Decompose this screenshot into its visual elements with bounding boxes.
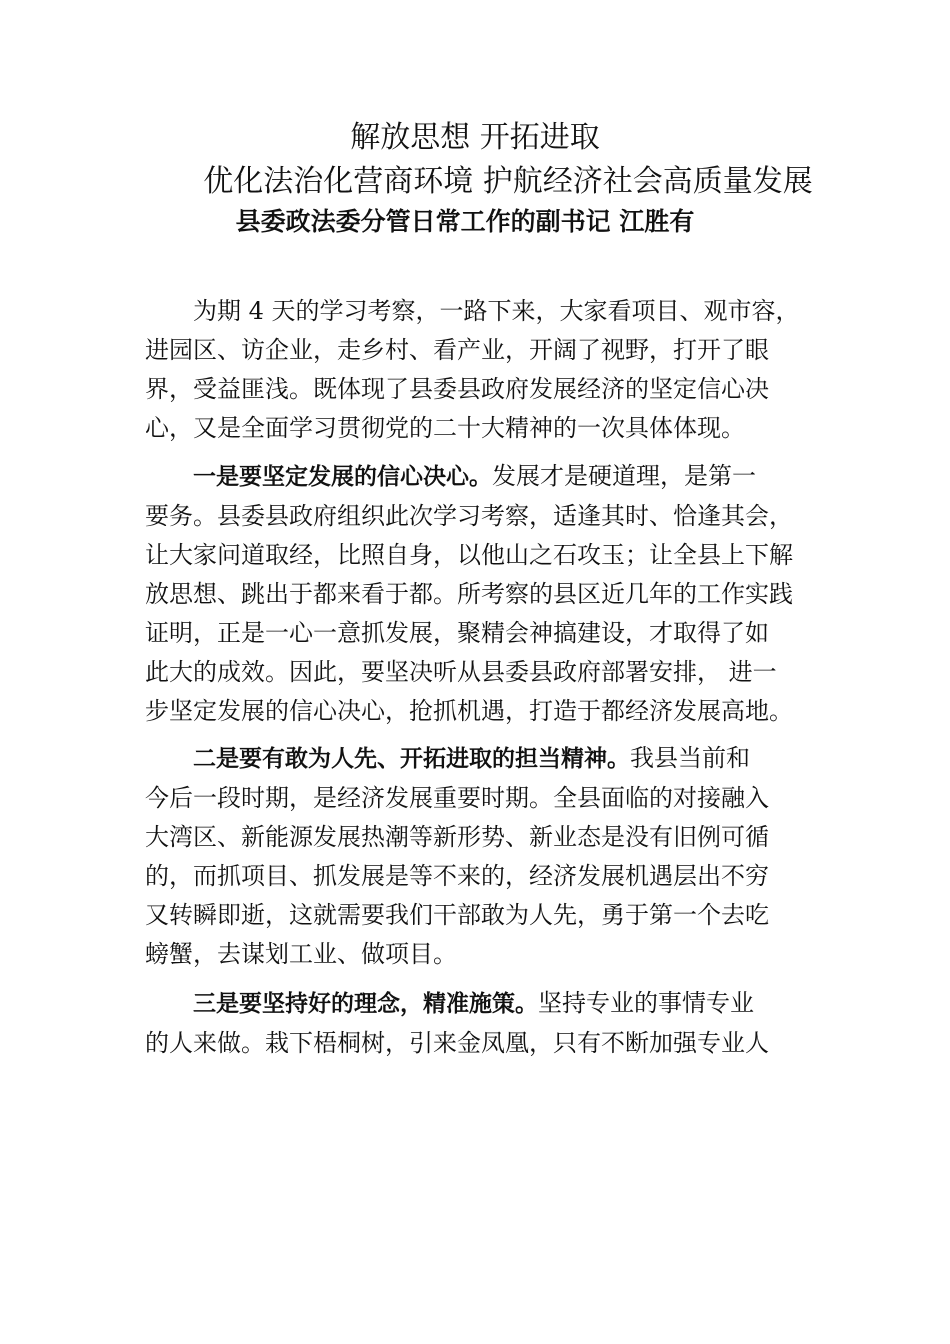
paragraph-lead: 三是要坚持好的理念，精准施策。 [193, 991, 538, 1017]
paragraph-line: 步坚定发展的信心决心，抢抓机遇，打造于都经济发展高地。 [145, 697, 793, 725]
paragraph-line: 让大家问道取经，比照自身，以他山之石攻玉；让全县上下解 [145, 541, 793, 569]
paragraph-first-line [145, 739, 835, 779]
paragraph-line: 我县当前和 [630, 744, 750, 772]
paragraph-first-line [145, 457, 835, 497]
paragraph-line: 的人来做。栽下梧桐树，引来金凤凰，只有不断加强专业人 [145, 1029, 769, 1057]
paragraph-line: 界，受益匪浅。既体现了县委县政府发展经济的坚定信心决 [145, 375, 769, 403]
paragraph-line: 放思想、跳出于都来看于都。所考察的县区近几年的工作实践 [145, 580, 793, 608]
document-author: 县委政法委分管日常工作的副书记 江胜有 [235, 207, 695, 236]
paragraph-line: 大湾区、新能源发展热潮等新形势、新业态是没有旧例可循 [145, 823, 769, 851]
paragraph-point-3 [145, 984, 835, 1063]
paragraph-point-1 [145, 457, 835, 731]
paragraph-line: 证明，正是一心一意抓发展，聚精会神搞建设，才取得了如 [145, 619, 769, 647]
paragraph-first-line [145, 984, 835, 1024]
document-title: 解放思想 开拓进取 [350, 120, 600, 155]
paragraph-lead: 二是要有敢为人先、开拓进取的担当精神。 [193, 746, 630, 772]
paragraph-line: 要务。县委县政府组织此次学习考察，适逢其时、恰逢其会， [145, 502, 793, 530]
document-subtitle: 优化法治化营商环境 护航经济社会高质量发展 [203, 164, 813, 199]
paragraph-line: 进园区、访企业，走乡村、看产业，开阔了视野，打开了眼 [145, 336, 769, 364]
paragraph-line: 又转瞬即逝，这就需要我们干部敢为人先，勇于第一个去吃 [145, 901, 769, 929]
paragraph-intro [145, 292, 835, 448]
paragraph-line: 今后一段时期，是经济发展重要时期。全县面临的对接融入 [145, 784, 769, 812]
paragraph-line: 此大的成效。因此，要坚决听从县委县政府部署安排， 进一 [145, 658, 777, 686]
paragraph-line: 的，而抓项目、抓发展是等不来的，经济发展机遇层出不穷 [145, 862, 769, 890]
paragraph-line: 坚持专业的事情专业 [538, 989, 754, 1017]
paragraph-lead: 一是要坚定发展的信心决心。 [193, 464, 492, 490]
paragraph-line: 发展才是硬道理，是第一 [492, 462, 756, 490]
paragraph-line: 螃蟹，去谋划工业、做项目。 [145, 940, 457, 968]
paragraph-point-2 [145, 739, 835, 974]
paragraph-line: 为期 4 天的学习考察，一路下来，大家看项目、观市容， [193, 297, 800, 325]
paragraph-line: 心，又是全面学习贯彻党的二十大精神的一次具体体现。 [145, 414, 745, 442]
